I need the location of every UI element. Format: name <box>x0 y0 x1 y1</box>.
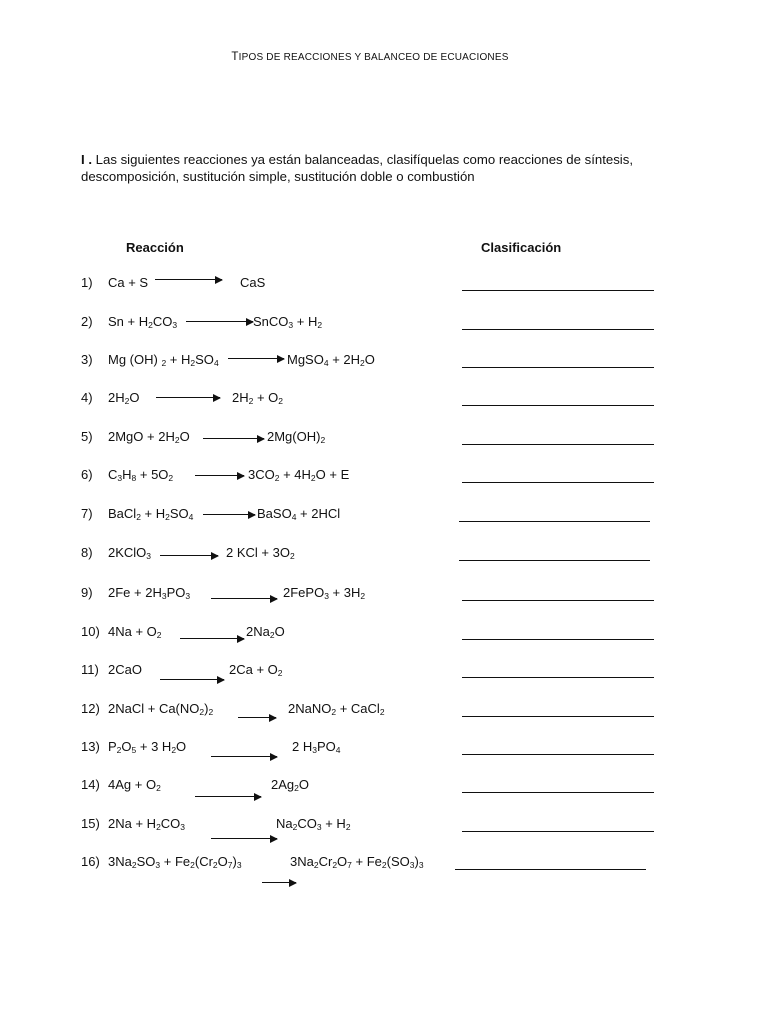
products: 2FePO$_3$ + $3H_2$ <box>283 585 366 601</box>
classification-answer-line[interactable] <box>462 754 654 755</box>
products: $2Na_2O$ <box>246 624 285 640</box>
reaction-arrow-icon <box>195 796 261 797</box>
products: BaSO$_4$ + 2HCl <box>257 506 341 522</box>
reaction-row <box>0 624 768 644</box>
reaction-row <box>0 662 768 682</box>
reaction-number: 10) <box>81 624 100 639</box>
reaction-column-header: Reacción <box>126 240 184 255</box>
classification-answer-line[interactable] <box>462 600 654 601</box>
products: 2 $H_3PO_4$ <box>292 739 341 755</box>
reaction-row <box>0 314 768 334</box>
instructions <box>81 152 681 185</box>
products: SnCO$_3$ + $H_2$ <box>253 314 323 330</box>
reaction-arrow-icon <box>156 397 220 398</box>
reactants: $P_2O_5 + 3$ $H_2O$ <box>108 739 187 755</box>
reaction-number: 14) <box>81 777 100 792</box>
classification-answer-line[interactable] <box>462 290 654 291</box>
reaction-row <box>0 739 768 759</box>
reaction-number: 11) <box>81 662 99 677</box>
products: CaS <box>240 275 266 290</box>
products: $3CO_2 + 4H_2O + E$ <box>248 467 350 483</box>
classification-answer-line[interactable] <box>459 521 650 522</box>
reaction-row <box>0 701 768 721</box>
reaction-number: 2) <box>81 314 93 329</box>
reactants: $2H_2O$ <box>108 390 140 406</box>
reactants: 2CaO <box>108 662 142 677</box>
classification-answer-line[interactable] <box>459 560 650 561</box>
reactants: 2KClO$_3$ <box>108 545 152 561</box>
reaction-row <box>0 816 768 836</box>
reaction-arrow-icon <box>211 598 277 599</box>
products: $Na_2CO_3 + H_2$ <box>276 816 351 832</box>
reaction-row <box>0 275 768 295</box>
reaction-row <box>0 545 768 565</box>
reaction-number: 4) <box>81 390 93 405</box>
reaction-row <box>0 467 768 487</box>
reaction-number: 5) <box>81 429 93 444</box>
classification-answer-line[interactable] <box>462 639 654 640</box>
products: 2NaNO$_2$ + CaCl$_2$ <box>288 701 385 717</box>
reactants: BaCl$_2$ + $H_2SO_4$ <box>108 506 194 522</box>
reactants: $2Fe + 2H_3PO_3$ <box>108 585 191 601</box>
classification-answer-line[interactable] <box>462 444 654 445</box>
reaction-row <box>0 585 768 605</box>
reaction-arrow-icon <box>228 358 284 359</box>
reaction-row <box>0 352 768 372</box>
reaction-number: 3) <box>81 352 93 367</box>
reaction-number: 9) <box>81 585 93 600</box>
reaction-arrow-icon <box>262 882 296 883</box>
reaction-arrow-icon <box>238 717 276 718</box>
classification-answer-line[interactable] <box>462 405 654 406</box>
reaction-arrow-icon <box>195 475 244 476</box>
classification-column-header: Clasificación <box>481 240 562 255</box>
reaction-arrow-icon <box>180 638 244 639</box>
classification-answer-line[interactable] <box>462 367 654 368</box>
reaction-number: 12) <box>81 701 100 716</box>
products: $3Na_2Cr_2O_7 + Fe_2(SO_3)_3$ <box>290 854 424 870</box>
classification-answer-line[interactable] <box>462 677 654 678</box>
reaction-number: 8) <box>81 545 93 560</box>
instructions-text: Las siguientes reacciones ya están balanceadas, clasifíquelas como reacciones de síntesis, descomposición, sustitución simple, sustitución doble o combustión <box>81 152 633 184</box>
page-title: TIPOS DE REACCIONES Y BALANCEO DE ECUACIONES <box>231 51 509 63</box>
reactants: $2Na + H_2CO_3$ <box>108 816 186 832</box>
reaction-row <box>0 390 768 410</box>
products: $2H_2 + O_2$ <box>232 390 284 406</box>
reactants: 2NaCl + $Ca(NO_2)_2$ <box>108 701 214 717</box>
reactants: $4Ag + O_2$ <box>108 777 161 793</box>
reactants: $3Na_2SO_3 + Fe_2(Cr_2O_7)_3$ <box>108 854 242 870</box>
products: $2Ca + O_2$ <box>229 662 283 678</box>
reactants: $C_3H_8 + 5O_2$ <box>108 467 174 483</box>
reaction-arrow-icon <box>211 838 277 839</box>
reaction-arrow-icon <box>211 756 277 757</box>
reaction-number: 1) <box>81 275 93 290</box>
classification-answer-line[interactable] <box>462 482 654 483</box>
reactants: Mg (OH) $_2 + H_2SO_4$ <box>108 352 219 368</box>
reaction-arrow-icon <box>186 321 253 322</box>
reactants: Ca + S <box>108 275 149 290</box>
classification-answer-line[interactable] <box>462 329 654 330</box>
reactants: $Sn + H_2CO_3$ <box>108 314 178 330</box>
reaction-number: 16) <box>81 854 100 869</box>
reaction-arrow-icon <box>203 438 264 439</box>
reaction-row <box>0 854 768 874</box>
reactants: $4Na + O_2$ <box>108 624 162 640</box>
section-numeral: I . <box>81 152 92 167</box>
products: $2Ag_2O$ <box>271 777 309 793</box>
products: MgSO$_4$ + $2H_2O$ <box>287 352 375 368</box>
products: $2Mg(OH)_2$ <box>267 429 326 445</box>
reactants: $2MgO + 2H_2O$ <box>108 429 190 445</box>
products: 2 KCl + $3O_2$ <box>226 545 295 561</box>
reaction-arrow-icon <box>160 555 218 556</box>
reaction-number: 7) <box>81 506 93 521</box>
reaction-number: 13) <box>81 739 100 754</box>
reaction-arrow-icon <box>203 514 255 515</box>
reaction-arrow-icon <box>155 279 222 280</box>
classification-answer-line[interactable] <box>462 831 654 832</box>
classification-answer-line[interactable] <box>462 716 654 717</box>
classification-answer-line[interactable] <box>462 792 654 793</box>
reaction-arrow-icon <box>160 679 224 680</box>
reaction-row <box>0 506 768 526</box>
reaction-row <box>0 777 768 797</box>
reaction-number: 15) <box>81 816 100 831</box>
classification-answer-line[interactable] <box>455 869 646 870</box>
reaction-number: 6) <box>81 467 93 482</box>
reaction-row <box>0 429 768 449</box>
